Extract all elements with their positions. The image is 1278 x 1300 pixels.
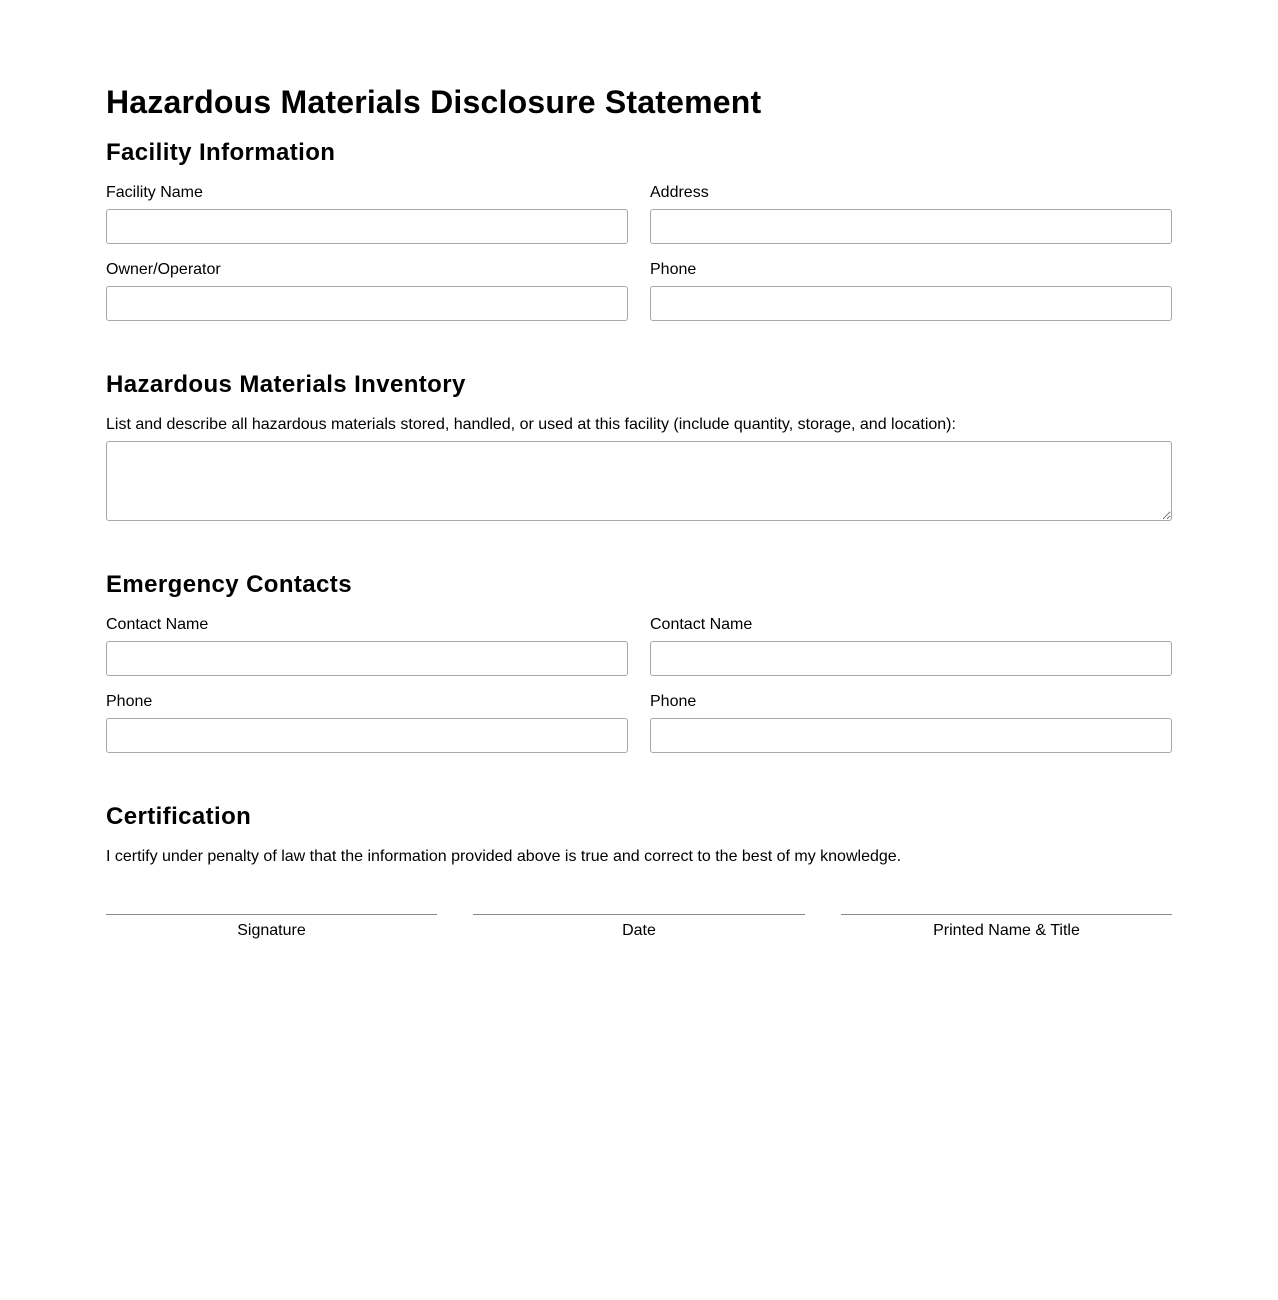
signature-block[interactable] bbox=[106, 914, 437, 941]
contact-1-name-label: Contact Name bbox=[106, 616, 209, 633]
inventory-description-label: List and describe all hazardous materials stored, handled, or used at this facility (include quantity, storage, and location): bbox=[106, 416, 956, 433]
facility-phone-label: Phone bbox=[650, 261, 697, 278]
inventory-textarea[interactable] bbox=[106, 441, 1172, 521]
certification-statement: I certify under penalty of law that the information provided above is true and correct to the best of my knowledge. bbox=[106, 848, 902, 865]
owner-operator-label: Owner/Operator bbox=[106, 261, 221, 278]
address-label: Address bbox=[650, 184, 709, 201]
contact-2-phone-label: Phone bbox=[650, 693, 697, 710]
section-heading-certification: Certification bbox=[106, 803, 252, 830]
facility-name-label: Facility Name bbox=[106, 184, 203, 201]
section-heading-inventory: Hazardous Materials Inventory bbox=[106, 371, 466, 398]
printed-name-title-label: Printed Name & Title bbox=[933, 922, 1080, 939]
facility-name-input[interactable] bbox=[106, 209, 628, 244]
contact-1-phone-label: Phone bbox=[106, 693, 153, 710]
address-input[interactable] bbox=[650, 209, 1172, 244]
date-line bbox=[473, 914, 805, 915]
contact-1-phone-input[interactable] bbox=[106, 718, 628, 753]
printed-name-title-block[interactable] bbox=[841, 914, 1172, 941]
signature-label: Signature bbox=[237, 922, 306, 939]
printed-name-title-line bbox=[841, 914, 1172, 915]
contact-2-phone-input[interactable] bbox=[650, 718, 1172, 753]
owner-operator-input[interactable] bbox=[106, 286, 628, 321]
signature-line bbox=[106, 914, 437, 915]
section-heading-emergency-contacts: Emergency Contacts bbox=[106, 571, 352, 598]
date-block[interactable] bbox=[473, 914, 805, 941]
contact-2-name-label: Contact Name bbox=[650, 616, 753, 633]
page-title: Hazardous Materials Disclosure Statement bbox=[106, 84, 762, 120]
contact-1-name-input[interactable] bbox=[106, 641, 628, 676]
section-heading-facility: Facility Information bbox=[106, 139, 336, 166]
date-label: Date bbox=[622, 922, 656, 939]
facility-phone-input[interactable] bbox=[650, 286, 1172, 321]
contact-2-name-input[interactable] bbox=[650, 641, 1172, 676]
